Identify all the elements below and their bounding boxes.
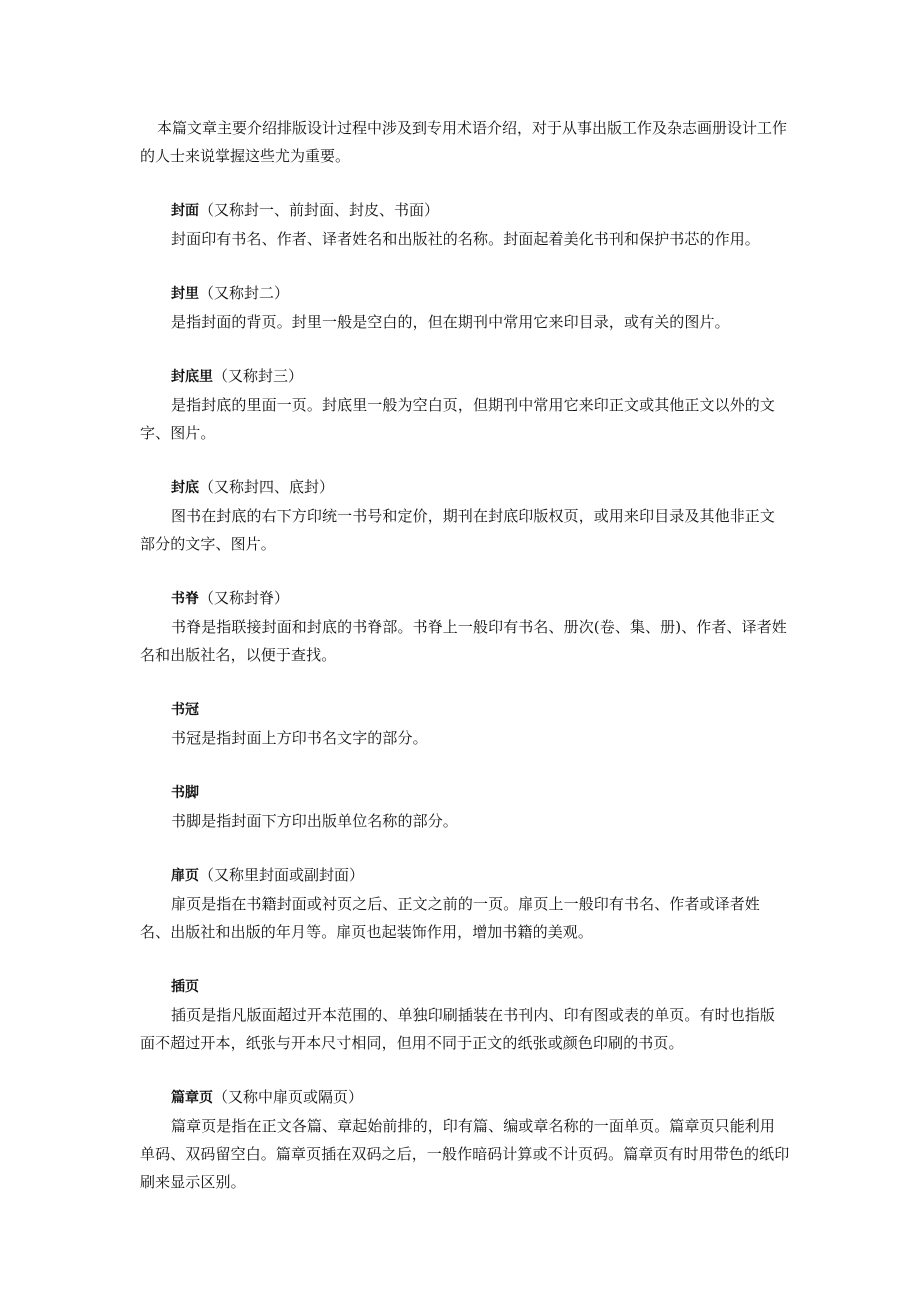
entry-text: 篇章页是指在正文各篇、章起始前排的，印有篇、编或章名称的一面单页。篇章页只能利用单码、双码留空白。篇章页插在双码之后，一般作暗码计算或不计页码。篇章页有时用带色的纸印刷来显示区别。 (140, 1117, 790, 1191)
entry-heading (140, 695, 790, 724)
entry-text: 插页是指凡版面超过开本范围的、单独印刷插装在书刊内、印有图或表的单页。有时也指版面不超过开本，纸张与开本尺寸相同，但用不同于正文的纸张或颜色印刷的书页。 (140, 1006, 776, 1052)
entry-term: 书脚 (171, 785, 199, 801)
entry-heading (140, 972, 790, 1001)
entry-alias: （又称封一、前封面、封皮、书面） (199, 201, 440, 219)
entry-alias: （又称封三） (213, 367, 304, 385)
glossary-entry (140, 695, 790, 752)
entry-alias: （又称中扉页或隔页） (213, 1088, 364, 1106)
entry-heading (140, 1083, 790, 1112)
entry-heading (140, 778, 790, 807)
entry-term: 篇章页 (171, 1090, 213, 1106)
glossary-entry (140, 778, 790, 835)
entry-term: 书冠 (171, 702, 199, 718)
glossary-entry (140, 584, 790, 669)
entry-text: 封面印有书名、作者、译者姓名和出版社的名称。封面起着美化书刊和保护书芯的作用。 (171, 230, 760, 248)
glossary-entry (140, 861, 790, 946)
entry-text: 是指封底的里面一页。封底里一般为空白页，但期刊中常用它来印正文或其他正文以外的文字、图片。 (140, 396, 776, 442)
intro-paragraph: 本篇文章主要介绍排版设计过程中涉及到专用术语介绍，对于从事出版工作及杂志画册设计工作的人士来说掌握这些尤为重要。 (140, 119, 788, 165)
entry-text: 图书在封底的右下方印统一书号和定价，期刊在封底印版权页，或用来印目录及其他非正文部分的文字、图片。 (140, 507, 776, 553)
entry-text: 书脚是指封面下方印出版单位名称的部分。 (171, 812, 458, 830)
entry-term: 扉页 (171, 868, 199, 884)
glossary-entry (140, 972, 790, 1057)
entry-heading (140, 584, 790, 613)
entry-term: 封底 (171, 480, 199, 496)
entry-heading (140, 362, 790, 391)
entry-heading (140, 279, 790, 308)
entry-term: 封里 (171, 286, 199, 302)
entry-text: 书冠是指封面上方印书名文字的部分。 (171, 729, 428, 747)
entry-alias: （又称里封面或副封面） (199, 866, 365, 884)
glossary-entry (140, 362, 790, 447)
entry-alias: （又称封四、底封） (199, 478, 335, 496)
glossary-entry (140, 473, 790, 558)
entry-text: 是指封面的背页。封里一般是空白的，但在期刊中常用它来印目录，或有关的图片。 (171, 313, 730, 331)
entry-text: 扉页是指在书籍封面或衬页之后、正文之前的一页。扉页上一般印有书名、作者或译者姓名、出版社和出版的年月等。扉页也起装饰作用，增加书籍的美观。 (140, 895, 760, 941)
glossary-list (140, 196, 790, 1222)
entry-term: 书脊 (171, 591, 199, 607)
glossary-entry (140, 1083, 790, 1196)
entry-heading (140, 861, 790, 890)
entry-term: 封面 (171, 203, 199, 219)
glossary-entry (140, 196, 790, 253)
entry-heading (140, 196, 790, 225)
entry-alias: （又称封脊） (199, 589, 290, 607)
glossary-entry (140, 279, 790, 336)
entry-alias: （又称封二） (199, 284, 290, 302)
entry-term: 插页 (171, 979, 199, 995)
entry-text: 书脊是指联接封面和封底的书脊部。书脊上一般印有书名、册次(卷、集、册)、作者、译者姓名和出版社名，以便于查找。 (140, 618, 787, 664)
entry-heading (140, 473, 790, 502)
entry-term: 封底里 (171, 369, 213, 385)
